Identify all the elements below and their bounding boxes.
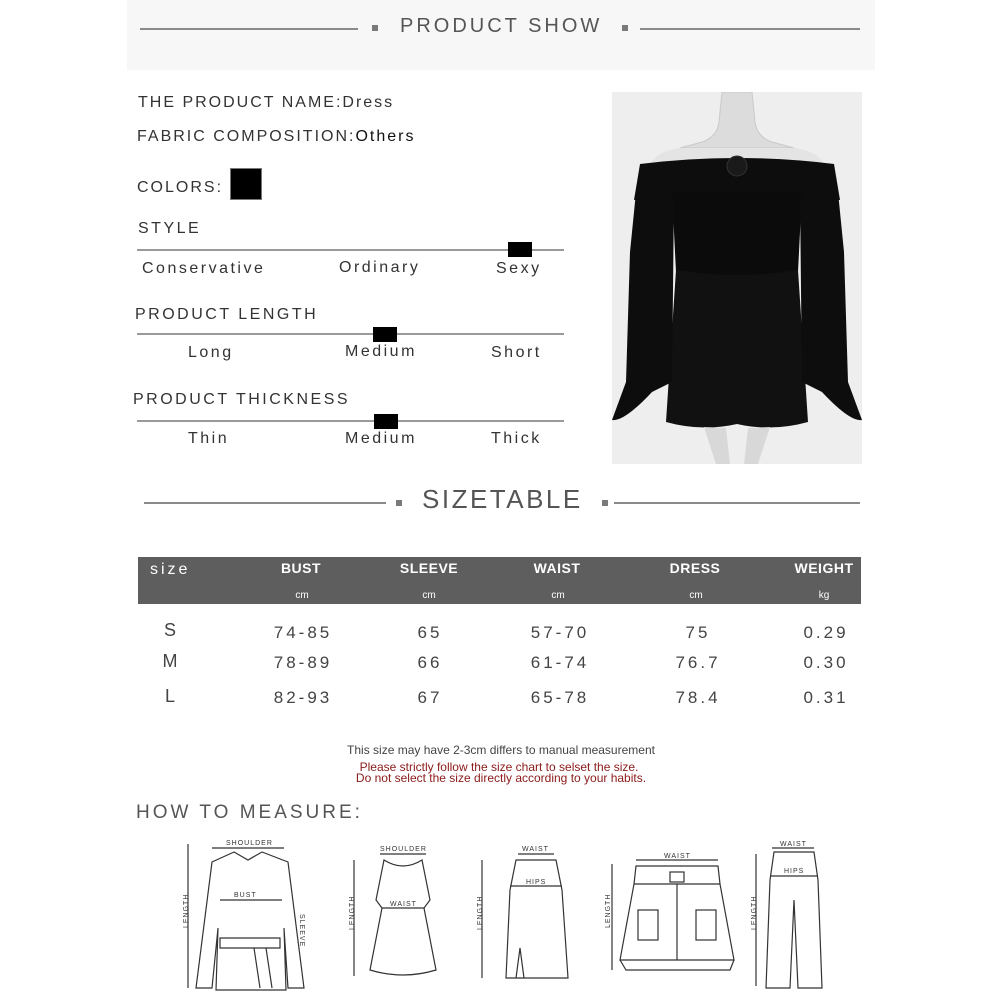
- fabric-composition: [137, 128, 415, 146]
- length-scale-marker: [373, 327, 397, 342]
- column-unit-sleeve: cm: [422, 590, 436, 601]
- table-row-size: M: [162, 651, 178, 671]
- column-unit-dress: cm: [689, 590, 703, 601]
- thickness-scale-track: [137, 420, 564, 422]
- size-disclaimer: This size may have 2-3cm differs to manual measurement: [347, 743, 655, 757]
- thickness-scale-marker: [374, 414, 398, 429]
- column-unit-waist: cm: [551, 590, 565, 601]
- sizetable-bullet-right: [602, 500, 608, 506]
- product-photo: [612, 92, 862, 464]
- sizetable-title: SIZETABLE: [422, 484, 583, 514]
- waist-label: WAIST: [390, 901, 417, 908]
- header-bullet-left: [372, 25, 378, 31]
- length-label: LENGTH: [605, 893, 612, 928]
- colors-label: COLORS:: [137, 179, 224, 196]
- table-cell: 67: [417, 688, 443, 707]
- table-cell: 0.31: [803, 688, 849, 707]
- header-divider-left: [140, 28, 358, 30]
- length-label: LENGTH: [477, 895, 484, 930]
- size-warning-line1: Please strictly follow the size chart to selset the size.: [359, 760, 639, 774]
- thickness-option-medium: Medium: [345, 430, 417, 447]
- dress-measure-diagram: [340, 840, 450, 982]
- column-unit-bust: cm: [295, 590, 309, 601]
- column-header-sleeve: SLEEVE: [399, 560, 459, 576]
- style-option-ordinary: Ordinary: [339, 259, 421, 276]
- column-header-weight: WEIGHT: [794, 560, 854, 576]
- table-cell: 65: [417, 623, 443, 642]
- table-row-size: L: [164, 686, 176, 706]
- page-title: PRODUCT SHOW: [400, 15, 603, 37]
- shoulder-label: SHOULDER: [226, 840, 273, 847]
- color-swatch-black[interactable]: [230, 168, 262, 200]
- style-option-conservative: Conservative: [142, 260, 266, 277]
- column-header-dress: DRESS: [669, 560, 721, 576]
- style-scale-marker: [508, 242, 532, 257]
- shirt-measure-diagram: [176, 838, 326, 998]
- table-cell: 74-85: [273, 623, 333, 642]
- column-header-bust: BUST: [280, 560, 322, 576]
- style-option-sexy: Sexy: [496, 260, 542, 277]
- table-cell: 78-89: [273, 653, 333, 672]
- product-name-label: THE PRODUCT NAME:: [138, 94, 343, 111]
- thickness-scale-title: PRODUCT THICKNESS: [133, 391, 351, 408]
- waist-label: WAIST: [780, 841, 807, 848]
- table-cell: 0.29: [803, 623, 849, 642]
- table-cell: 75: [685, 623, 711, 642]
- size-column-header: size: [150, 561, 191, 578]
- skirt-measure-diagram: [470, 844, 580, 984]
- sizetable-bullet-left: [396, 500, 402, 506]
- bust-label: BUST: [234, 892, 257, 899]
- mini-skirt-measure-diagram: [602, 850, 742, 980]
- waist-label: WAIST: [522, 846, 549, 853]
- table-cell: 78.4: [675, 688, 721, 707]
- length-label: LENGTH: [183, 893, 190, 928]
- sizetable-divider-right: [614, 502, 860, 504]
- length-scale-track: [137, 333, 564, 335]
- waist-label: WAIST: [664, 853, 691, 860]
- table-cell: 61-74: [530, 653, 590, 672]
- fabric-label: FABRIC COMPOSITION:: [137, 128, 356, 145]
- product-name: [138, 94, 394, 112]
- length-option-long: Long: [188, 344, 234, 361]
- size-warning-line2: Do not select the size directly according to your habits.: [355, 771, 647, 785]
- table-cell: 65-78: [530, 688, 590, 707]
- pants-measure-diagram: [744, 840, 844, 992]
- length-label: LENGTH: [349, 895, 356, 930]
- column-unit-weight: kg: [818, 590, 830, 601]
- table-cell: 76.7: [675, 653, 721, 672]
- table-row-size: S: [163, 620, 177, 640]
- fabric-value: Others: [355, 128, 416, 145]
- header-bullet-right: [622, 25, 628, 31]
- thickness-option-thick: Thick: [491, 430, 542, 447]
- column-header-waist: WAIST: [533, 560, 581, 576]
- style-scale-title: STYLE: [138, 220, 202, 237]
- thickness-option-thin: Thin: [188, 430, 230, 447]
- how-to-measure-title: HOW TO MEASURE:: [136, 802, 363, 823]
- length-scale-title: PRODUCT LENGTH: [135, 306, 319, 323]
- length-label: LENGTH: [751, 895, 758, 930]
- table-cell: 82-93: [273, 688, 333, 707]
- dress-on-mannequin-image: [612, 92, 862, 464]
- sleeve-label: SLEEVE: [298, 914, 305, 948]
- length-option-short: Short: [491, 344, 542, 361]
- hips-label: HIPS: [526, 879, 547, 886]
- size-table-header: [138, 557, 861, 604]
- product-name-value: Dress: [342, 94, 395, 111]
- table-cell: 66: [417, 653, 443, 672]
- sizetable-divider-left: [144, 502, 386, 504]
- hips-label: HIPS: [784, 868, 805, 875]
- header-divider-right: [640, 28, 860, 30]
- style-scale-track: [137, 249, 564, 251]
- table-cell: 57-70: [530, 623, 590, 642]
- table-cell: 0.30: [803, 653, 849, 672]
- shoulder-label: SHOULDER: [380, 846, 427, 853]
- length-option-medium: Medium: [345, 343, 417, 360]
